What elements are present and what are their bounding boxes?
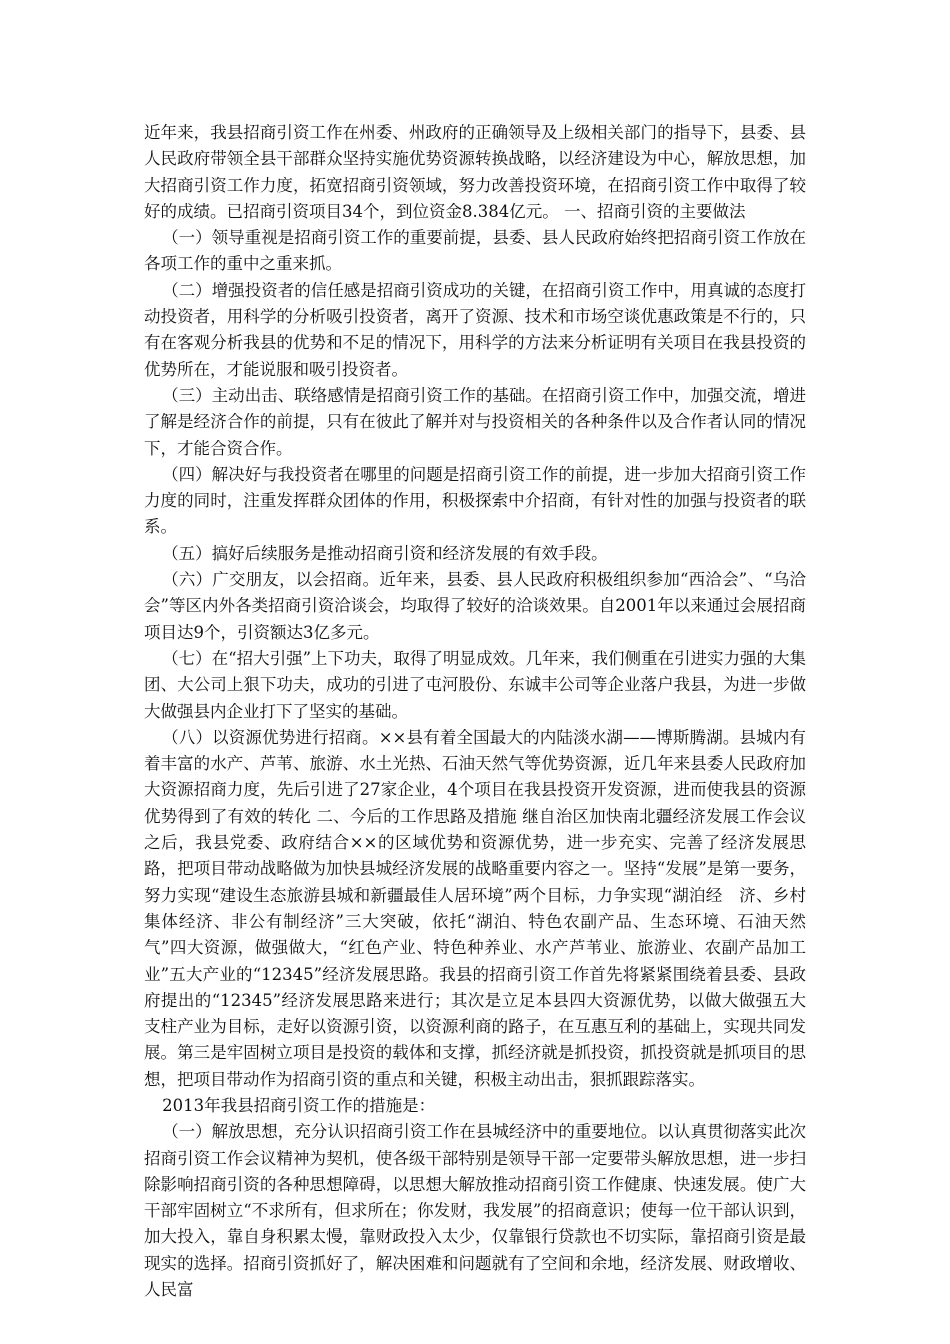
measures-heading-paragraph: 2013年我县招商引资工作的措施是： <box>162 1095 436 1115</box>
measure-6-paragraph: （六）广交朋友，以会招商。近年来，县委、县人民政府积极组织参加“西洽会”、“乌洽会”等区内外各类招商引资洽谈会，均取得了较好的洽谈效果。自2001年以来通过会展招商项目达9个，引资额达3亿多元。 <box>144 570 806 642</box>
measure-7-paragraph: （七）在“招大引强”上下功夫，取得了明显成效。几年来，我们侧重在引进实力强的大集团、大公司上狠下功夫，成功的引进了屯河股份、东诚丰公司等企业落户我县，为进一步做大做强县内企业打下了坚实的基础。 <box>144 648 807 721</box>
measures-2013-item-1-paragraph: （一）解放思想，充分认识招商引资工作在县城经济中的重要地位。以认真贯彻落实此次招商引资工作会议精神为契机，使各级干部特别是领导干部一定要带头解放思想，进一步扫除影响招商引资的各种思想障碍，以思想大解放推动招商引资工作健康、快速发展。使广大干部牢固树立“不求所有，但求所在；你发财，我发展”的招商意识；使每一位干部认识到，加大投入，靠自身积累太慢，靠财政投入太少，仅靠银行贷款也不切实际，靠招商引资是最现实的选择。招商引资抓好了，解决困难和问题就有了空间和余地，经济发展、财政增收、人民富 <box>144 1122 806 1300</box>
measure-3-paragraph: （三）主动出击、联络感情是招商引资工作的基础。在招商引资工作中，加强交流，增进了解是经济合作的前提，只有在彼此了解并对与投资相关的各种条件以及合作者认同的情况下，才能合资合作。 <box>144 385 806 458</box>
measure-1-paragraph: （一）领导重视是招商引资工作的重要前提，县委、县人民政府始终把招商引资工作放在各项工作的重中之重来抓。 <box>144 228 806 274</box>
document-body <box>144 120 806 1303</box>
measure-8-paragraph: （八）以资源优势进行招商。××县有着全国最大的内陆淡水湖——博斯腾湖。县城内有着丰富的水产、芦苇、旅游、水土光热、石油天然气等优势资源，近几年来县委人民政府加大资源招商力度，先后引进了27家企业，4个项目在我县投资开发资源，进而使我县的资源优势得到了有效的转化 二、今后的工作思路及措施 继自治区加快南北疆经济发展工作会议之后，我县党委、政府结合××的区域优势和资源优势，进一步充实、完善了经济发展思路，把项目带动战略做为加快县城经济发展的战略重要内容之一。坚持“发展”是第一要务，努力实现“建设生态旅游县城和新疆最佳人居环境”两个目标，力争实现“湖泊经 济、乡村集体经济、非公有制经济”三大突破，依托“湖泊、特色农副产品、生态环境、石油天然气”四大资源，做强做大，“红色产业、特色种养业、水产芦苇业、旅游业、农副产品加工业”五大产业的“12345”经济发展思路。我县的招商引资工作首先将紧紧围绕着县委、县政府提出的“12345”经济发展思路来进行；其次是立足本县四大资源优势，以做大做强五大支柱产业为目标，走好以资源引资，以资源利商的路子，在互惠互利的基础上，实现共同发展。第三是牢固树立项目是投资的载体和支撑，抓经济就是抓投资，抓投资就是抓项目的思想，把项目带动作为招商引资的重点和关键，积极主动出击，狠抓跟踪落实。 <box>144 727 806 1089</box>
measure-5-paragraph: （五）搞好后续服务是推动招商引资和经济发展的有效手段。 <box>162 543 608 563</box>
measure-4-paragraph: （四）解决好与我投资者在哪里的问题是招商引资工作的前提，进一步加大招商引资工作力度的同时，注重发挥群众团体的作用，积极探索中介招商，有针对性的加强与投资者的联系。 <box>144 464 806 537</box>
intro-paragraph: 近年来，我县招商引资工作在州委、州政府的正确领导及上级相关部门的指导下，县委、县人民政府带领全县干部群众坚持实施优势资源转换战略，以经济建设为中心，解放思想，加大招商引资工作力度，拓宽招商引资领域，努力改善投资环境，在招商引资工作中取得了较好的成绩。已招商引资项目34个，到位资金8.384亿元。 一、招商引资的主要做法 <box>144 123 806 221</box>
measure-2-paragraph: （二）增强投资者的信任感是招商引资成功的关键，在招商引资工作中，用真诚的态度打动投资者，用科学的分析吸引投资者，离开了资源、技术和市场空谈优惠政策是不行的，只有在客观分析我县的优势和不足的情况下，用科学的方法来分析证明有关项目在我县投资的优势所在，才能说服和吸引投资者。 <box>144 280 806 379</box>
